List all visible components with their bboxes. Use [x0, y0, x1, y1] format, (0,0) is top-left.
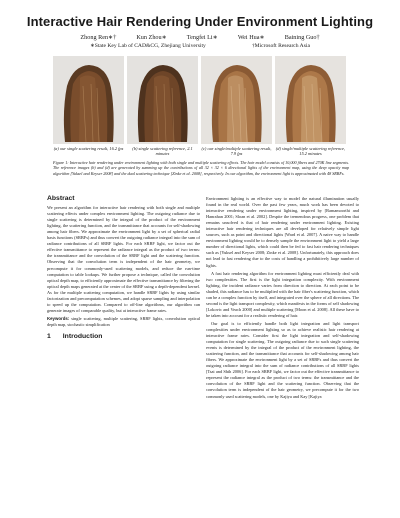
keywords-label: Keywords: [47, 315, 70, 321]
author-name: Tengfei Li∗ [186, 34, 218, 41]
intro-paragraph: Environment lighting is an effective way to model the natural illumination usually found in the real world. Over the past few years, much work has been devoted to interactive rendering under environment lighting, inspired by [Ramamoorthi and Hanrahan 2001; Sloan et al. 2002]. Despite the tremendous progress, one problem that remains unsolved is that of hair rendering under environment lighting. Existing interactive hair rendering techniques are all developed for relatively simple light sources, such as point and directional lights [Ward et al. 2007]. A naive way to handle environment lighting would be to densely sample the environment light to yield a large number of directional lights, which could then be fed to fast hair rendering techniques such as [Yuksel and Keyser 2008; Zinke et al. 2008]. Unfortunately, this approach does not lead to fast rendering due to the costs of handling a prohibitively large number of lights. [206, 196, 359, 268]
author-name: Zhong Ren∗† [80, 34, 117, 41]
hair-render-image-c [201, 56, 272, 144]
subcaption-d: (d) single/multiple scattering reference, 15.2 minutes [275, 146, 346, 157]
right-column [206, 196, 359, 402]
section-number: 1 [47, 332, 51, 340]
keywords-text: single scattering, multiple scattering, SRBF lights, convolution optical depth map, stochastic simplification [47, 315, 200, 327]
section-heading [47, 334, 200, 340]
figure-caption: Figure 1: Interactive hair rendering under environment lighting with both single and multiple scattering effects. The hair model consists of 10,000 fibers and 270K line segments. The reference images (b) and (d) are generated by summing up the contributions of all 32 × 32 × 6 directional lights of the environment map, using the deep opacity map algorithm [Yuksel and Keyser 2008] and the dual scattering technique [Zinke et al. 2008], respectively. In our algorithm, the environment light is approximated with 48 SRBFs. [53, 160, 349, 176]
affiliation-list [20, 43, 380, 49]
author-name: Baining Guo† [284, 34, 320, 41]
author-name: Kun Zhou∗ [136, 34, 167, 41]
paper-title: Interactive Hair Rendering Under Environment Lighting [26, 14, 374, 29]
author-name: Wei Hua∗ [237, 34, 265, 41]
hair-render-image-d [275, 56, 346, 144]
affiliation: ∗State Key Lab of CAD&CG, Zhejiang University [90, 43, 206, 49]
section-title: Introduction [62, 332, 103, 340]
left-column [47, 196, 200, 340]
subcaption-c: (c) our single/multiple scattering result, 7.9 fps [201, 146, 272, 157]
subcaption-row [53, 146, 349, 156]
keywords [47, 316, 200, 328]
subcaption-b: (b) single scattering reference, 2.1 minutes [132, 146, 193, 157]
affiliation: †Microsoft Research Asia [251, 43, 310, 49]
abstract-body: We present an algorithm for interactive hair rendering with both single and multiple scattering effects under complex environment lighting. The outgoing radiance due to single scattering is determined by the integral of the product of the environment lighting, the scattering function, and the transmittance that accounts for self-shadowing among hair fibers. We approximate the environment light by a set of spherical radial basis functions (SRBFs) and thus convert the outgoing radiance integral into the sum of radiance contributions of all SRBF lights. For each SRBF light, we factor out the effective transmittance to represent the radiance integral as the product of two terms: the transmittance and the convolution of the SRBF light and the scattering function. Observing that the convolution term is independent of the hair geometry, we precompute it for commonly-used scattering models, and reduce the run-time computation to table lookups. We further propose a technique, called the convolution optical depth map, to efficiently approximate the effective transmittance by filtering the optical depth maps generated at the center of the SRBF using a depth-dependent kernel. As for the multiple scattering computation, we handle SRBF lights by using similar factorization and precomputation schemes, and adopt sparse sampling and interpolation to speed up the computation. Compared to off-line algorithms, our algorithm can generate images of comparable quality, but at interactive frame rates. [47, 205, 200, 313]
subcaption-a: (a) our single scattering result, 16.2 fps [53, 146, 124, 151]
intro-paragraph: Our goal is to efficiently handle both light integration and light transport complexities under environment lighting so as to achieve realistic hair rendering at interactive frame rates. Consider first the light integration and self-shadowing computation for single scattering. The outgoing radiance due to such single scattering events is determined by the integral of the product of the environment lighting, the scattering function, and the transmittance that accounts for self-shadowing among hair fibers. We approximate the environment light by a set of SRBFs and thus convert the outgoing radiance integral into the sum of radiance contributions of all SRBF lights [Tsai and Shih 2006]. For each SRBF light, we factor out the effective transmittance to represent the radiance integral as the product of two terms: the transmittance and the convolution of the SRBF light and the scattering function. Observing that the convolution term is independent of the hair geometry, we precompute it for the two commonly used scattering models, one by Kajiya and Kay [Kajiya [206, 320, 359, 399]
hair-render-image-b [127, 56, 198, 144]
intro-paragraph: A fast hair rendering algorithm for environment lighting must efficiently deal with two complexities. The first is the light integration complexity. With environment lighting, the incident radiance varies from direction to direction. At each point to be shaded, this radiance has to be multiplied with the hair fiber's scattering function, which can be a complex function by itself, and integrated over the sphere of all directions. The second is the light transport complexity, which manifests in the forms of self shadowing [Lokovic and Veach 2000] and multiple scattering [Moon et al. 2008]. All these have to be taken into account for a realistic rendering of hair. [206, 270, 359, 318]
author-list [20, 34, 380, 41]
hair-render-image-a [53, 56, 124, 144]
abstract-heading: Abstract [47, 195, 75, 202]
teaser-figure [53, 56, 349, 144]
